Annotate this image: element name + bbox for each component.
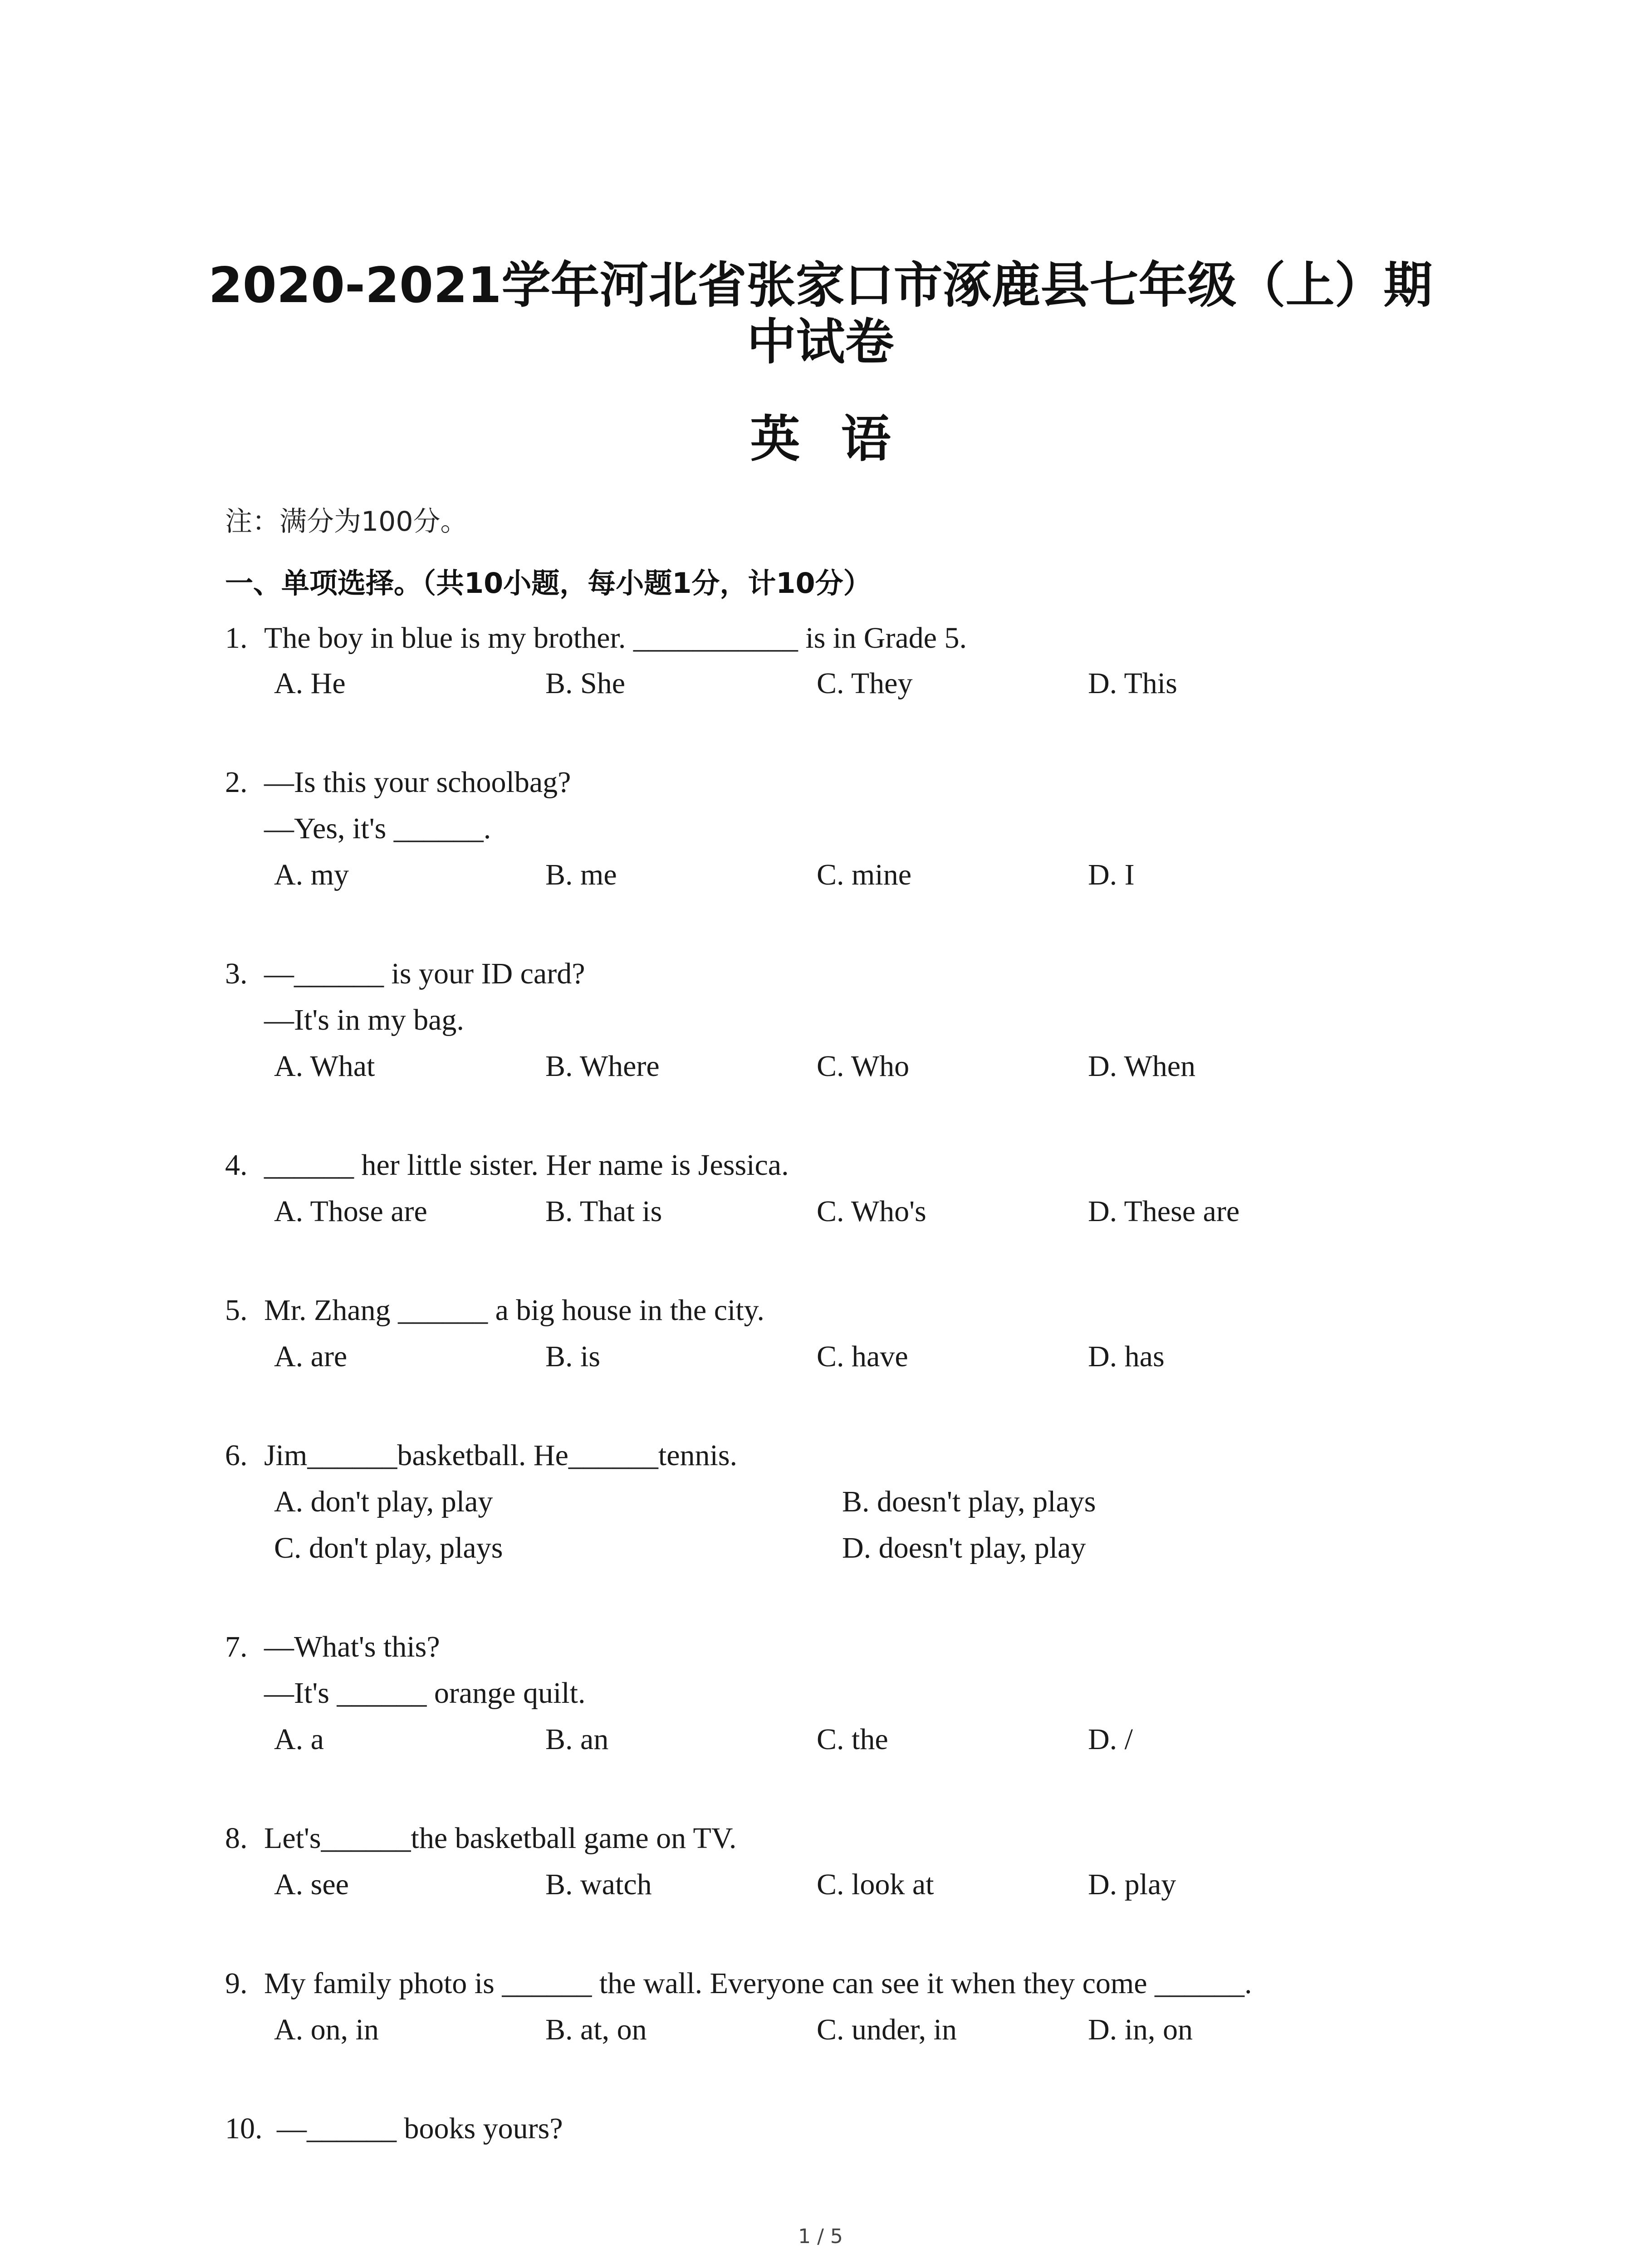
option: D. doesn't play, play <box>842 1531 1086 1564</box>
option: D. I <box>1088 858 1135 891</box>
option: D. When <box>1088 1050 1196 1083</box>
option: D. / <box>1088 1723 1133 1756</box>
option: A. don't play, play <box>274 1485 493 1518</box>
question-text: —Yes, it's ______. <box>264 812 491 845</box>
option: C. mine <box>817 858 911 891</box>
question-number: 6. <box>225 1439 248 1472</box>
option: C. look at <box>817 1868 934 1901</box>
option: B. She <box>545 667 626 700</box>
option: A. He <box>274 667 346 700</box>
option: B. Where <box>545 1050 660 1083</box>
question-number: 7. <box>225 1630 248 1663</box>
option: C. Who's <box>817 1195 926 1228</box>
option: D. This <box>1088 667 1177 700</box>
question-number: 2. <box>225 766 248 799</box>
option: A. a <box>274 1723 324 1756</box>
question-number: 8. <box>225 1822 248 1855</box>
option: A. Those are <box>274 1195 427 1228</box>
option: A. are <box>274 1340 348 1373</box>
question-text: Mr. Zhang ______ a big house in the city. <box>264 1294 764 1327</box>
option: B. That is <box>545 1195 662 1228</box>
option: D. These are <box>1088 1195 1240 1228</box>
option: B. me <box>545 858 617 891</box>
option: A. on, in <box>274 2013 379 2046</box>
question-text: —______ is your ID card? <box>264 957 585 990</box>
question-number: 4. <box>225 1149 248 1182</box>
score-note: 注：满分为100分。 <box>225 506 468 538</box>
page-number: 1 / 5 <box>798 2225 843 2248</box>
option: D. has <box>1088 1340 1165 1373</box>
option: A. see <box>274 1868 349 1901</box>
option: B. an <box>545 1723 609 1756</box>
option: C. have <box>817 1340 908 1373</box>
question-text: —It's in my bag. <box>264 1003 464 1036</box>
option: D. play <box>1088 1868 1176 1901</box>
option: C. under, in <box>817 2013 957 2046</box>
question-text: My family photo is ______ the wall. Everyone can see it when they come ______. <box>264 1967 1252 2000</box>
option: B. watch <box>545 1868 652 1901</box>
question-text: ______ her little sister. Her name is Jessica. <box>264 1149 789 1182</box>
option: B. at, on <box>545 2013 647 2046</box>
question-text: Let's______the basketball game on TV. <box>264 1822 737 1855</box>
subject-title: 英语 <box>750 410 932 468</box>
option: C. don't play, plays <box>274 1531 503 1564</box>
question-number: 3. <box>225 957 248 990</box>
option: B. doesn't play, plays <box>842 1485 1096 1518</box>
option: C. the <box>817 1723 888 1756</box>
option: C. They <box>817 667 913 700</box>
question-text: —It's ______ orange quilt. <box>264 1677 586 1710</box>
option: B. is <box>545 1340 601 1373</box>
question-text: —Is this your schoolbag? <box>264 766 571 799</box>
exam-title-line2: 中试卷 <box>747 314 894 371</box>
option: D. in, on <box>1088 2013 1193 2046</box>
question-text: —______ books yours? <box>277 2112 563 2145</box>
question-number: 10. <box>225 2112 263 2145</box>
question-number: 1. <box>225 621 248 655</box>
section-title: 一、单项选择。（共10小题，每小题1分，计10分） <box>225 567 872 600</box>
option: A. my <box>274 858 349 891</box>
question-text: Jim______basketball. He______tennis. <box>264 1439 738 1472</box>
exam-title-line1: 2020-2021学年河北省张家口市涿鹿县七年级（上）期 <box>208 257 1433 314</box>
question-number: 5. <box>225 1294 248 1327</box>
option: A. What <box>274 1050 375 1083</box>
question-number: 9. <box>225 1967 248 2000</box>
question-text: The boy in blue is my brother. ___________ is in Grade 5. <box>264 621 967 655</box>
question-text: —What's this? <box>264 1630 440 1663</box>
option: C. Who <box>817 1050 910 1083</box>
